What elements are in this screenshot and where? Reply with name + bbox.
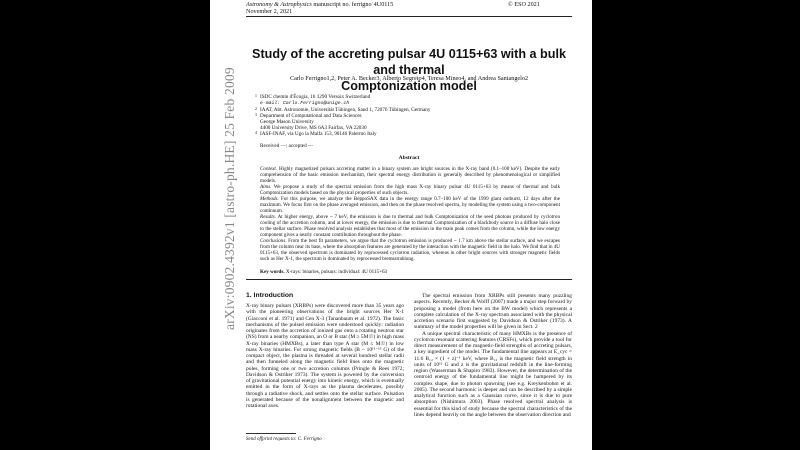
paragraph: A unique spectral characteristic of many HMXBs is the presence of cyclotron resonant scattering features (CRSFs), which provide a tool for direct measurement of the magnetic-field strengths of accreting pulsars, a key ingredient of the model. The fundamental line appears at E_cyc = 11.6 B₁₂ × (1 + z)⁻¹ keV, where B₁₂ is the magnetic field strength in units of 10¹² G and z is the gravitational redshift in the line-forming region (Wasserman & Shapiro 1983). However, the determination of the centroid energy of the fundamental line might be hampered by its complex shape, due to photon spawning (see e.g. Kreykenbohm et al. 2005). The second harmonic is deeper and can be described by a simple analytical function such as a Gaussian curve, since it is due to pure absorption (Nishimura 2003). Phase resolved spectral analysis is essential for this kind of study because the spectral characteristics of the lines depend heavily on the angle between the observation direction and [414,330,572,418]
affiliation-email: e-mail: Carlo.Ferrigno@unige.ch [260,101,350,106]
abstract-results: Results. At higher energy, above ~ 7 keV, the emission is due to thermal and bulk Comptonization of the seed photons produced by cyclotron cooling of the accretion column, and at lower energy, the emission is due to thermal Comptonization of a blackbody source in a diffuse halo close to the stellar surface. Phase resolved analysis establishes that most of the emission in the main peak comes from the column, while the low energy component gives a nearly constant contribution throughout the phase. [260,214,561,238]
right-letterbox [592,0,800,450]
manuscript-number: manuscript no. ferrigno˙4U0115 [313,1,394,8]
title-line-2: Comptonization model [341,79,477,93]
abstract-conclusions: Conclusions. From the best fit parameters, we argue that the cyclotron emission is produced ~ 1.7 km above the stellar surface, and we escapes from the column near its base, where the absorption features are generated by the interaction with the magnetic field in the halo. We find that in 4U 0115+63, the observed spectrum is dominated by reprocessed cyclotron radiation, whereas in other bright sources with stronger magnetic fields such as Her X-1, the spectrum is dominated by reprocessed bremsstrahlung. [260,238,560,262]
affiliation-1: 1 ISDC chemin d'Écogia, 16 1290 Versoix Switzerland [255,94,371,100]
abstract-heading: Abstract [398,155,420,161]
affiliation-2: 2 IAAT, Abt. Astronomie, Universität Tübingen, Sand 1, 72076 Tübingen, Germany [255,107,431,113]
body-column-right [414,293,572,418]
body-column-left [246,303,404,409]
footnote: Send offprint requests to: C. Ferrigno [246,437,322,442]
title-line-1: Study of the accreting pulsar 4U 0115+63 with a bulk and thermal [252,47,566,77]
abstract-methods: Methods. For this purpose, we analyze the BeppoSAX data in the energy range 0.7–100 keV of the 1999 giant outburst, 12 days after the maximum. We focus first on the phase averaged emission, and then on the phase resolved spectra, by modeling the system using a two-component continuum. [260,196,560,214]
copyright: © ESO 2021 [508,1,540,8]
paper-title [246,46,572,94]
paragraph: X-ray binary pulsars (XRBPs) were discovered more than 35 years ago with the pioneering observations of the bright sources Her X-1 (Giacconi et al. 1971) and Cen X-3 (Tananbaum et al. 1972). The basic mechanisms of the pulsed emission were understood quickly: radiation originates from the accretion of ionized gas onto a rotating neutron star (NS) from a nearby companion, an O or B star (M ≥ 5M☉) in high mass X-ray binaries (HMXBs), a later than type A star (M ≤ M☉) in low mass X-ray binaries. For strong magnetic fields (B ~ 10¹¹⁻¹³ G) of the compact object, the plasma is threaded at several hundred stellar radii and then funneled along the magnetic field lines onto the magnetic poles, forming one or two accretion columns (Pringle & Rees 1972; Davidson & Ostriker 1973). The system is powered by the conversion of gravitational potential energy into kinetic energy, which is eventually emitted in the form of X-rays as the plasma decelerates, possibly through a radiative shock, and settles onto the stellar surface. Pulsation is generated because of the nonalignment between the magnetic and rotational axes. [246,303,404,409]
author-list: Carlo Ferrigno1,2, Peter A. Becker3, Alberto Segreto4, Teresa Mineo4, and Andrea Santangelo2 [289,75,529,82]
paragraph: The spectral emission from XRBPs still presents many puzzling aspects. Recently, Becker & Wolff (2007) made a major step forward by proposing a model (from here on the BW model) which represents a complete calculation of the X-ray spectrum associated with the physical accretion scenario first suggested by Davidson & Ostriker (1973). A summary of the model properties will be given in Sect. 2 [414,293,572,331]
abstract-aims: Aims. We propose a study of the spectral emission from the high mass X-ray binary pulsar 4U 0115+63 by means of thermal and bulk Comptonization models based on the physical properties of such objects. [260,184,561,196]
arxiv-stamp: arXiv:0902.4392v1 [astro-ph.HE] 25 Feb 2009 [222,67,237,330]
affiliation-4: 4 IASF-INAF, via Ugo la Malfa 153, 90146 Palermo Italy [255,131,377,137]
received-line: Received —; accepted — [260,143,314,149]
journal-header [246,1,393,8]
abstract-context: Context. Highly magnetized pulsars accreting matter in a binary system are bright sources in the X-ray band (0.1–100 keV). Despite the early comprehension of the basic emission mechanism, their spectral energy distribution is generally described by phenomenological or simplified models. [260,166,560,184]
header-date: November 2, 2021 [246,8,293,15]
keywords: Key words. X-rays: binaries, pulsars: individual: 4U 0115+63 [260,269,388,275]
footnote-rule [246,433,296,434]
affiliation-3: 3 Department of Computational and Data Sciences George Mason University 4400 University Drive, MS 6A3 Fairfax, VA 22030 [255,113,367,131]
section-heading: 1. Introduction [246,292,294,299]
left-letterbox [0,0,210,450]
journal-name: Astronomy & Astrophysics [246,1,312,8]
abstract-rule [246,279,572,280]
header-rule [246,16,572,17]
